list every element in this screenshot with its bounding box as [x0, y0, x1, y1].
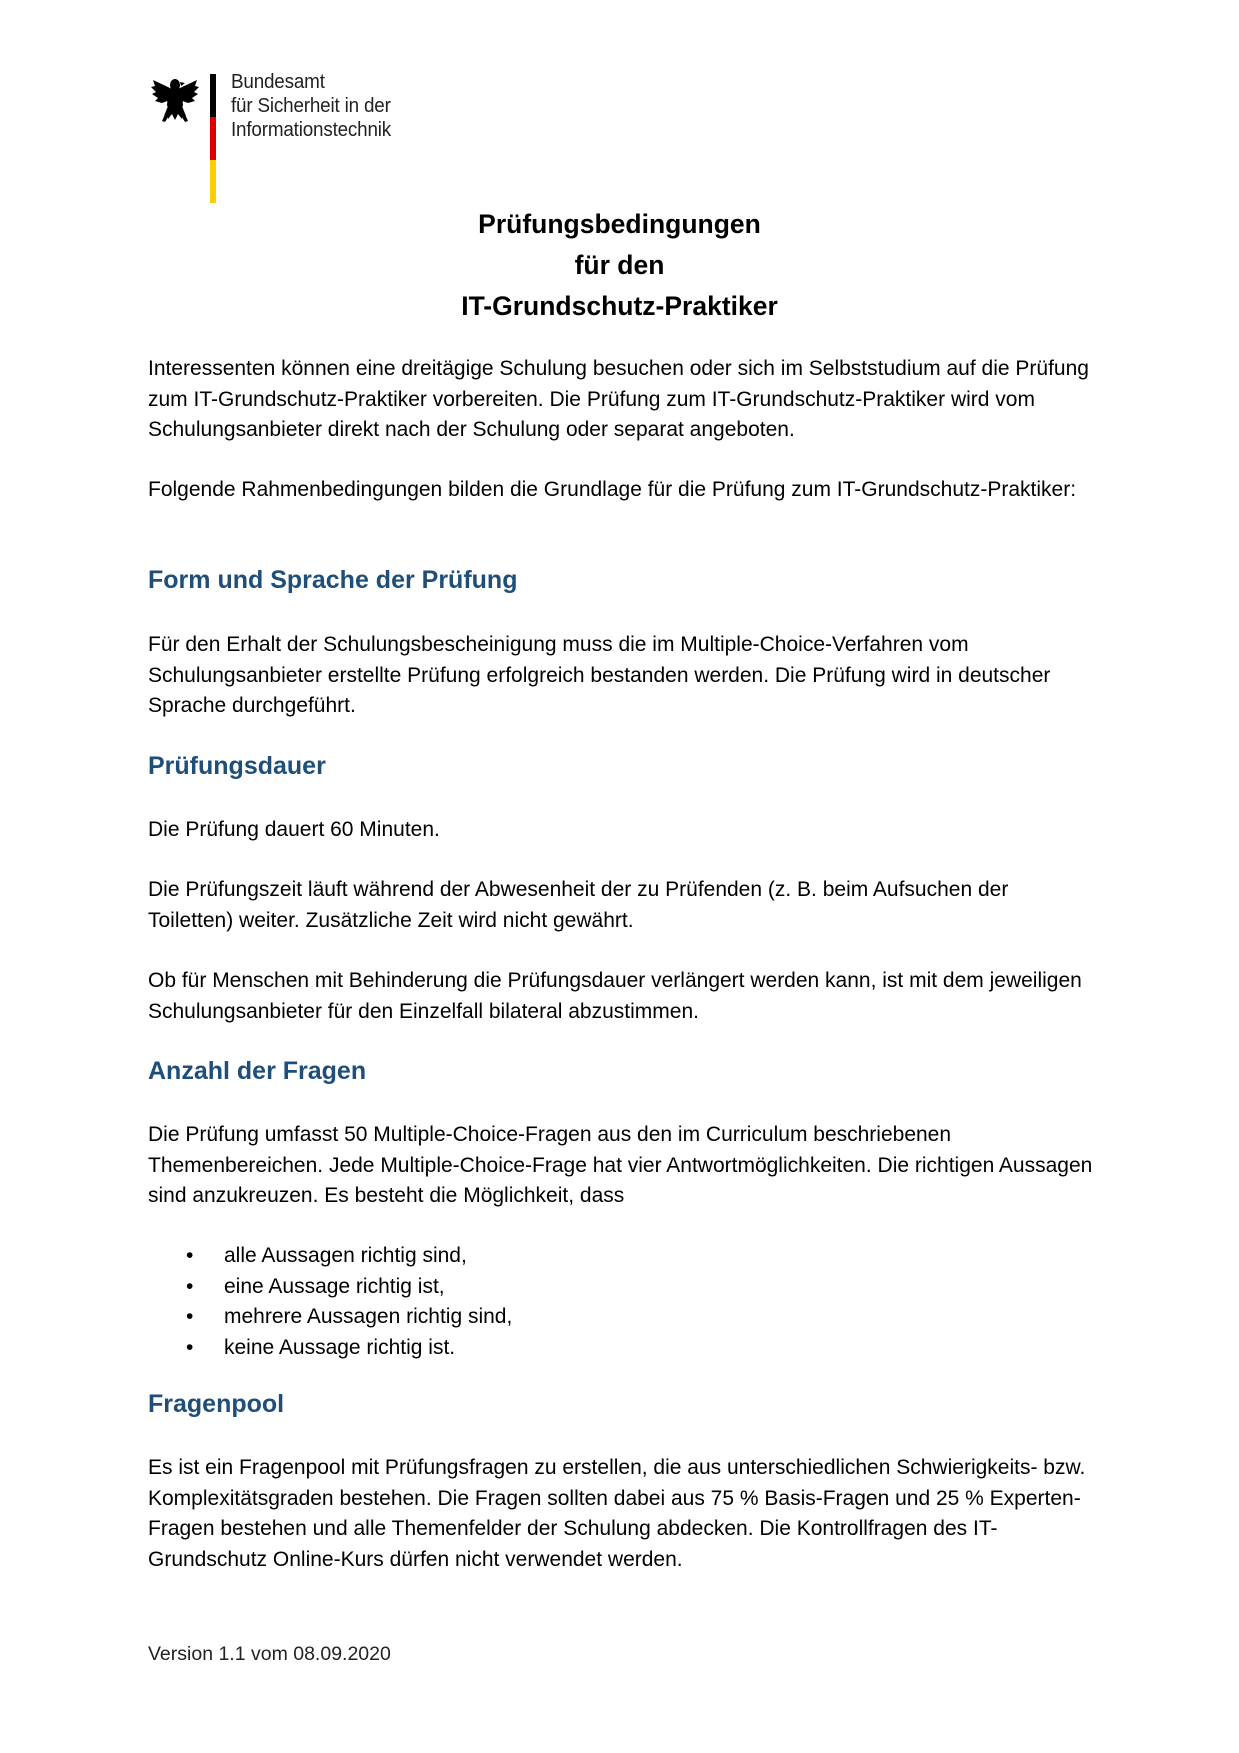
german-flag-bar [210, 74, 216, 202]
pool-paragraph: Es ist ein Fragenpool mit Prüfungsfragen zu erstellen, die aus unterschiedlichen Schwierigkeits- bzw. Komplexitätsgraden bestehen. Die Fragen sollten dabei aus 75 % Basis-Fragen und 25 % Experten-Fragen bestehen und alle Themenfelder der Schulung abdecken. Die Kontrollfragen des IT-Grundschutz Online-Kurs dürfen nicht verwendet werden. [148, 1456, 1086, 1571]
flag-stripe-red [210, 117, 216, 160]
version-footer: Version 1.1 vom 08.09.2020 [148, 1643, 391, 1665]
form-paragraph: Für den Erhalt der Schulungsbescheinigung muss die im Multiple-Choice-Verfahren vom Schulungsanbieter erstellte Prüfung erfolgreich bestanden werden. Die Prüfung wird in deutscher Sprache durchgeführt. [148, 633, 1051, 717]
duration-paragraph-3: Ob für Menschen mit Behinderung die Prüfungsdauer verlängert werden kann, ist mit dem jeweiligen Schulungsanbieter für den Einzelfall bilateral abzustimmen. [148, 969, 1082, 1023]
flag-stripe-black [210, 74, 216, 117]
heading-form: Form und Sprache der Prüfung [148, 566, 518, 594]
agency-logo [150, 70, 430, 204]
heading-pool: Fragenpool [148, 1390, 285, 1418]
duration-paragraph-2: Die Prüfungszeit läuft während der Abwesenheit der zu Prüfenden (z. B. beim Aufsuchen der Toiletten) weiter. Zusätzliche Zeit wird nicht gewährt. [148, 878, 1009, 932]
agency-line-3: Informationstechnik [231, 118, 392, 141]
heading-duration: Prüfungsdauer [148, 752, 326, 780]
agency-name [231, 70, 405, 142]
federal-eagle-icon [150, 74, 200, 126]
list-item: • keine Aussage richtig ist. [148, 1333, 512, 1364]
agency-line-1: Bundesamt [231, 70, 325, 93]
duration-paragraph-1: Die Prüfung dauert 60 Minuten. [148, 818, 440, 841]
title-line-3: IT-Grundschutz-Praktiker [461, 291, 778, 321]
intro-paragraph-2: Folgende Rahmenbedingungen bilden die Grundlage für die Prüfung zum IT-Grundschutz-Praktiker: [148, 478, 1077, 501]
questions-paragraph: Die Prüfung umfasst 50 Multiple-Choice-Fragen aus den im Curriculum beschriebenen Themenbereichen. Jede Multiple-Choice-Frage hat vier Antwortmöglichkeiten. Die richtigen Aussagen sind anzukreuzen. Es besteht die Möglichkeit, dass [148, 1123, 1093, 1207]
answer-options-list [148, 1241, 512, 1363]
list-item: • eine Aussage richtig ist, [148, 1272, 512, 1303]
heading-questions: Anzahl der Fragen [148, 1057, 367, 1085]
intro-paragraph-1: Interessenten können eine dreitägige Schulung besuchen oder sich im Selbststudium auf die Prüfung zum IT-Grundschutz-Praktiker vorbereiten. Die Prüfung zum IT-Grundschutz-Praktiker wird vom Schulungsanbieter direkt nach der Schulung oder separat angeboten. [148, 357, 1089, 441]
agency-line-2: für Sicherheit in der [231, 94, 391, 117]
title-line-2: für den [574, 250, 665, 280]
flag-stripe-gold [210, 160, 216, 203]
list-item: • mehrere Aussagen richtig sind, [148, 1302, 512, 1333]
document-title [0, 204, 1239, 327]
title-line-1: Prüfungsbedingungen [478, 209, 761, 239]
list-item: • alle Aussagen richtig sind, [148, 1241, 512, 1272]
